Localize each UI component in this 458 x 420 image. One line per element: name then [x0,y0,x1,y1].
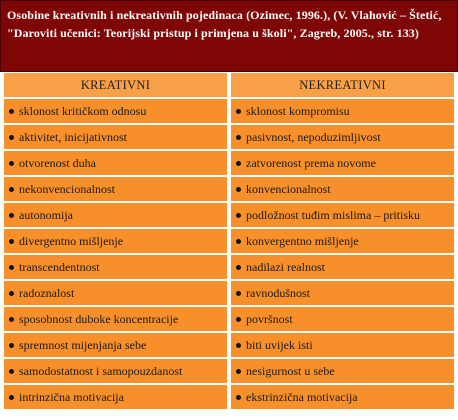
trait-label: sklonost kritičkom odnosu [19,104,147,118]
noncreative-trait-cell [231,307,454,331]
bullet-icon [9,291,14,296]
table-row [2,177,456,201]
creative-trait-cell [4,229,227,253]
creative-trait-cell [4,255,227,279]
creative-trait-cell [4,385,227,409]
table-row [2,125,456,149]
table-row [2,99,456,123]
bullet-icon [9,135,14,140]
creative-trait-cell [4,203,227,227]
bullet-icon [9,187,14,192]
bullet-icon [9,265,14,270]
noncreative-trait-cell [231,281,454,305]
noncreative-trait-cell [231,229,454,253]
bullet-icon [9,213,14,218]
bullet-icon [236,265,241,270]
creative-trait-cell [4,125,227,149]
bullet-icon [236,213,241,218]
table-row [2,203,456,227]
bullet-icon [236,395,241,400]
trait-label: ravnodušnost [246,286,310,300]
bullet-icon [9,161,14,166]
bullet-icon [236,291,241,296]
table-row [2,359,456,383]
table-row [2,333,456,357]
table-header-row [2,73,456,97]
trait-label: divergentno mišljenje [19,234,124,248]
trait-label: sklonost kompromisu [246,104,350,118]
creative-trait-cell [4,307,227,331]
trait-label: zatvorenost prema novome [246,156,376,170]
creative-trait-cell [4,281,227,305]
trait-label: ekstrinzična motivacija [246,390,358,404]
trait-label: nadilazi realnost [246,260,325,274]
bullet-icon [236,135,241,140]
header-creative: KREATIVNI [4,73,227,97]
trait-label: aktivitet, inicijativnost [19,130,127,144]
trait-label: otvorenost duha [19,156,96,170]
noncreative-trait-cell [231,255,454,279]
bullet-icon [9,343,14,348]
trait-label: intrinzična motivacija [19,390,124,404]
creative-trait-cell [4,151,227,175]
noncreative-trait-cell [231,385,454,409]
table-row [2,255,456,279]
trait-label: autonomija [19,208,73,222]
trait-label: biti uvijek isti [246,338,313,352]
bullet-icon [236,369,241,374]
table-row [2,151,456,175]
bullet-icon [236,343,241,348]
noncreative-trait-cell [231,125,454,149]
bullet-icon [236,239,241,244]
trait-label: samodostatnost i samopouzdanost [19,364,183,378]
trait-label: nesigurnost u sebe [246,364,335,378]
noncreative-trait-cell [231,203,454,227]
table-row [2,281,456,305]
bullet-icon [236,109,241,114]
table-row [2,307,456,331]
trait-label: spremnost mijenjanja sebe [19,338,147,352]
creative-trait-cell [4,359,227,383]
noncreative-trait-cell [231,177,454,201]
trait-label: konvergentno mišljenje [246,234,359,248]
bullet-icon [9,395,14,400]
table-row [2,229,456,253]
bullet-icon [9,317,14,322]
bullet-icon [236,161,241,166]
trait-label: sposobnost duboke koncentracije [19,312,179,326]
creative-trait-cell [4,333,227,357]
table-row [2,385,456,409]
trait-label: pasivnost, nepoduzimljivost [246,130,381,144]
creative-trait-cell [4,177,227,201]
noncreative-trait-cell [231,151,454,175]
bullet-icon [9,239,14,244]
bullet-icon [9,109,14,114]
header-noncreative: NEKREATIVNI [231,73,454,97]
trait-label: podložnost tuđim mislima – pritisku [246,208,420,222]
trait-label: konvencionalnost [246,182,331,196]
traits-table [2,73,456,413]
trait-label: radoznalost [19,286,75,300]
bullet-icon [236,317,241,322]
noncreative-trait-cell [231,99,454,123]
bullet-icon [236,187,241,192]
noncreative-trait-cell [231,333,454,357]
creative-trait-cell [4,99,227,123]
table-caption: Osobine kreativnih i nekreativnih pojedinaca (Ozimec, 1996.), (V. Vlahović – Štetić, "Daroviti učenici: Teorijski pristup i primjena u školi", Zagreb, 2005., str. 133) [0,0,458,72]
trait-label: nekonvencionalnost [19,182,115,196]
noncreative-trait-cell [231,359,454,383]
trait-label: transcendentnost [19,260,100,274]
bullet-icon [9,369,14,374]
trait-label: površnost [246,312,293,326]
